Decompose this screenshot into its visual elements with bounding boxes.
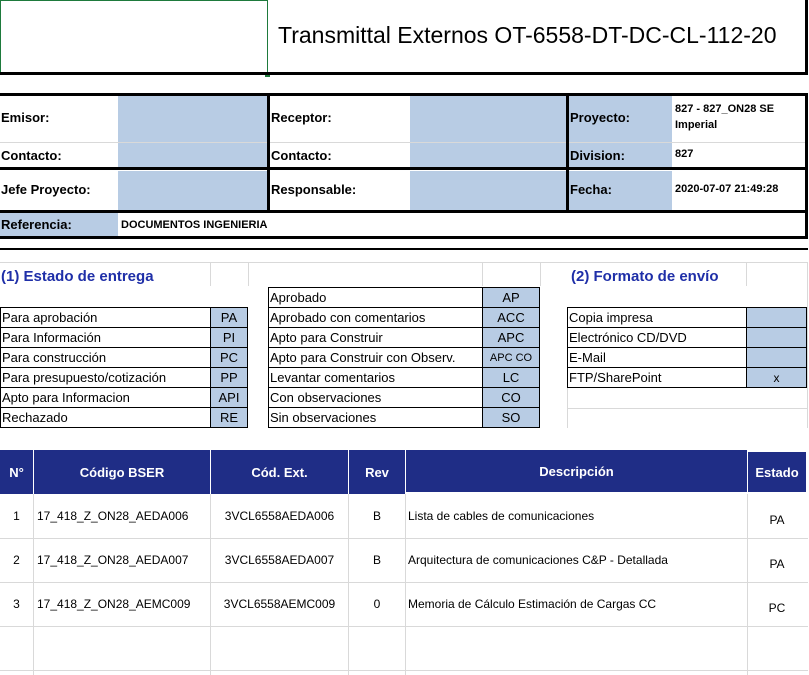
fecha-value: 2020-07-07 21:49:28	[675, 183, 779, 195]
header-col-line	[805, 93, 808, 238]
estado-code: PI	[210, 327, 248, 348]
estado-label: Aprobado con comentarios	[268, 307, 483, 328]
estado-label: Para aprobación	[0, 307, 211, 328]
estado-label: Apto para Informacion	[0, 387, 211, 408]
row-descripcion: Lista de cables de comunicaciones	[408, 509, 595, 523]
estado-label: Levantar comentarios	[268, 367, 483, 388]
estado-code: APC	[482, 327, 540, 348]
row-estado: PC	[768, 601, 786, 615]
row-rev: B	[372, 509, 381, 523]
estado-code: PC	[210, 347, 248, 368]
estado-entrega-title: (1) Estado de entrega	[1, 268, 154, 285]
col-header-descripcion: Descripción	[406, 450, 747, 492]
estado-code: AP	[482, 287, 540, 308]
header-row-line	[0, 167, 808, 170]
grid-line	[0, 262, 808, 263]
estado-code: SO	[482, 407, 540, 428]
jefe-value	[118, 171, 268, 210]
responsable-value	[410, 171, 567, 210]
estado-label: Rechazado	[0, 407, 211, 428]
estado-label: Sin observaciones	[268, 407, 483, 428]
row-ext: 3VCL6558AEMC009	[223, 597, 336, 611]
header-col-line	[267, 93, 270, 212]
row-descripcion: Memoria de Cálculo Estimación de Cargas CC	[408, 597, 657, 611]
estado-label: Para Información	[0, 327, 211, 348]
grid-line	[746, 262, 747, 286]
formato-label: Electrónico CD/DVD	[567, 327, 747, 348]
row-codigo: 17_418_Z_ON28_AEDA007	[37, 553, 189, 567]
col-header-codigo: Código BSER	[34, 450, 210, 494]
formato-label: Copia impresa	[567, 307, 747, 328]
row-codigo: 17_418_Z_ON28_AEMC009	[37, 597, 191, 611]
fecha-label: Fecha:	[570, 182, 612, 197]
col-header-n: N°	[0, 450, 33, 494]
title-right-border	[805, 0, 808, 75]
row-number: 3	[13, 597, 20, 611]
estado-code: CO	[482, 387, 540, 408]
formato-label: E-Mail	[567, 347, 747, 368]
responsable-label: Responsable:	[271, 182, 357, 197]
estado-code: PP	[210, 367, 248, 388]
title-bottom-border	[0, 72, 808, 75]
row-rev: 0	[373, 597, 381, 611]
estado-label: Con observaciones	[268, 387, 483, 408]
division-label: Division:	[570, 148, 625, 163]
row-descripcion: Arquitectura de comunicaciones C&P - Detallada	[408, 553, 668, 567]
row-estado: PA	[769, 513, 785, 527]
row-number: 1	[13, 509, 20, 523]
receptor-label: Receptor:	[271, 110, 332, 125]
emisor-value	[118, 96, 268, 142]
logo-cell	[0, 0, 268, 75]
grid-line	[0, 670, 808, 671]
jefe-proyecto-label: Jefe Proyecto:	[1, 182, 91, 197]
header-row-line	[0, 236, 808, 239]
header-row-line	[0, 248, 808, 250]
header-col-line	[566, 93, 569, 212]
estado-code: ACC	[482, 307, 540, 328]
contacto2-label: Contacto:	[271, 148, 332, 163]
formato-envio-title: (2) Formato de envío	[571, 268, 719, 285]
estado-label: Para construcción	[0, 347, 211, 368]
estado-code: PA	[210, 307, 248, 328]
estado-label: Para presupuesto/cotización	[0, 367, 211, 388]
estado-code: API	[210, 387, 248, 408]
proyecto-value-line2: Imperial	[675, 119, 718, 131]
row-ext: 3VCL6558AEDA006	[224, 509, 335, 523]
grid-line	[405, 494, 406, 675]
grid-line	[0, 142, 808, 143]
grid-line	[567, 408, 808, 409]
estado-code: RE	[210, 407, 248, 428]
row-number: 2	[13, 553, 20, 567]
row-codigo: 17_418_Z_ON28_AEDA006	[37, 509, 189, 523]
header-row-line	[0, 210, 808, 213]
contacto2-value	[410, 142, 567, 168]
division-value: 827	[675, 148, 694, 160]
grid-line	[567, 388, 568, 428]
estado-code: LC	[482, 367, 540, 388]
estado-label: Apto para Construir con Observ.	[268, 347, 483, 368]
col-header-estado: Estado	[748, 452, 806, 492]
row-rev: B	[372, 553, 381, 567]
grid-line	[540, 262, 541, 286]
row-estado: PA	[769, 557, 785, 571]
formato-label: FTP/SharePoint	[567, 367, 747, 388]
referencia-label: Referencia:	[1, 217, 72, 232]
referencia-value: DOCUMENTOS INGENIERIA	[121, 219, 268, 231]
formato-checkbox[interactable]	[746, 327, 807, 348]
grid-line	[0, 626, 808, 627]
contacto-value	[118, 142, 268, 168]
grid-line	[33, 494, 34, 675]
page-title: Transmittal Externos OT-6558-DT-DC-CL-112-20	[278, 22, 777, 48]
estado-label: Aprobado	[268, 287, 483, 308]
formato-checkbox[interactable]: x	[746, 367, 807, 388]
formato-checkbox[interactable]	[746, 307, 807, 328]
estado-label: Apto para Construir	[268, 327, 483, 348]
proyecto-label: Proyecto:	[570, 110, 630, 125]
grid-line	[807, 262, 808, 428]
formato-checkbox[interactable]	[746, 347, 807, 368]
col-header-rev: Rev	[349, 450, 405, 494]
grid-line	[210, 262, 211, 286]
estado-code: APC CO	[482, 347, 540, 368]
proyecto-value-line1: 827 - 827_ON28 SE	[675, 103, 775, 115]
col-header-ext: Cód. Ext.	[211, 450, 348, 494]
grid-line	[482, 262, 483, 286]
emisor-label: Emisor:	[1, 110, 50, 125]
grid-line	[248, 262, 249, 286]
receptor-value	[410, 96, 567, 142]
row-ext: 3VCL6558AEDA007	[224, 553, 335, 567]
contacto-label: Contacto:	[1, 148, 62, 163]
